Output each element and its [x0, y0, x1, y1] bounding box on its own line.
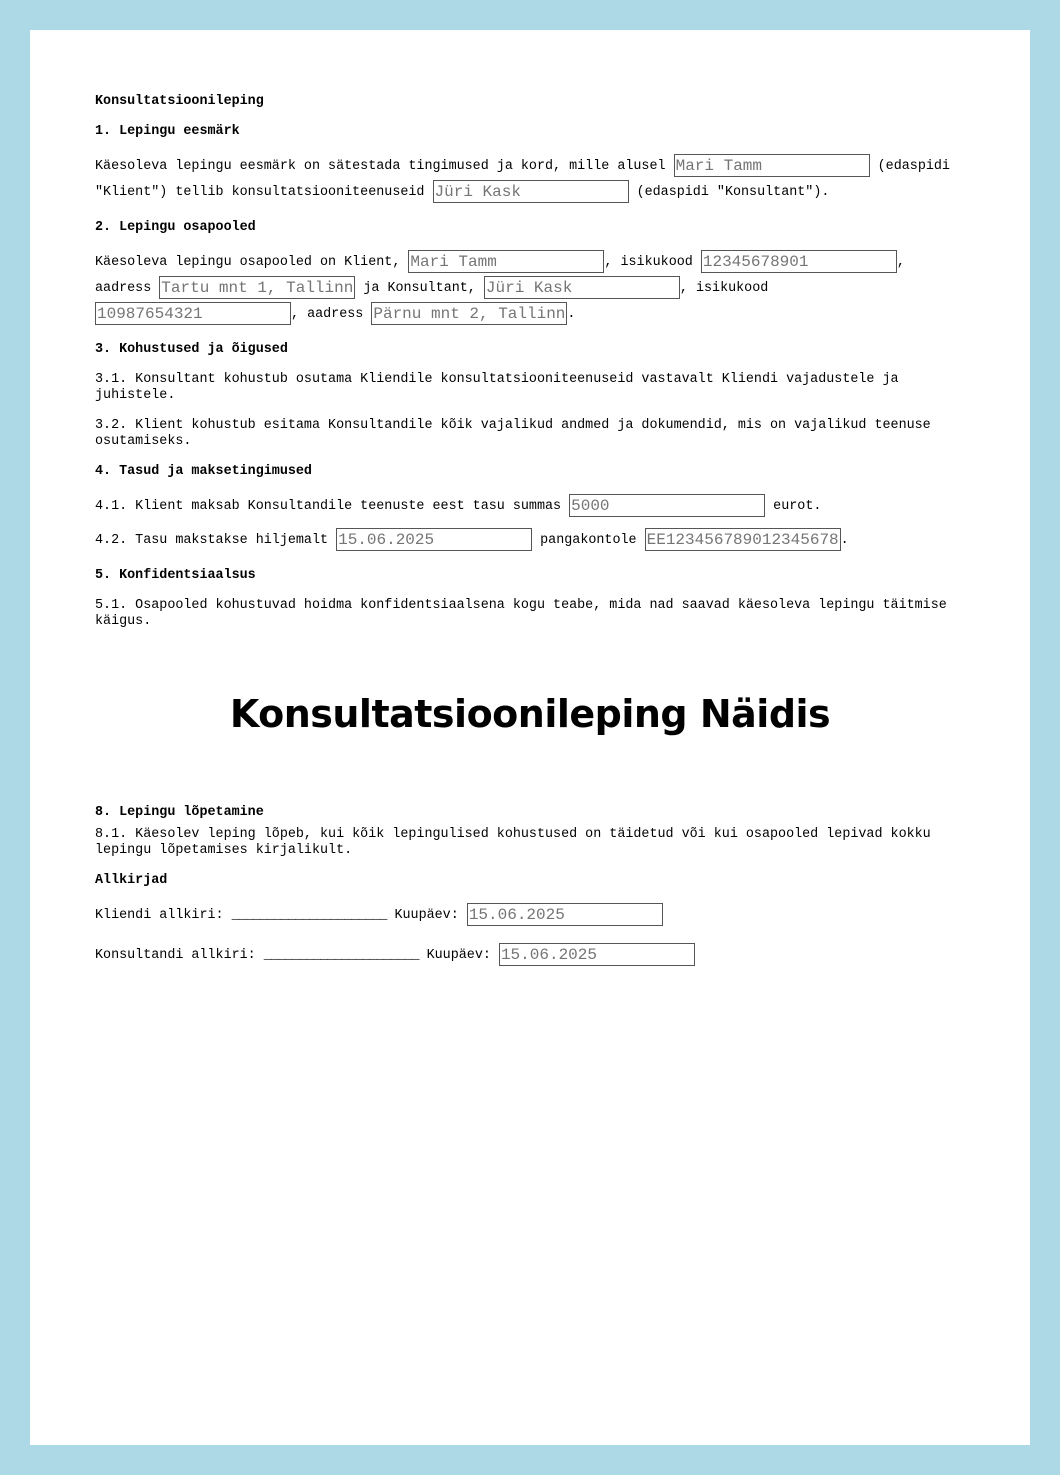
section-1-heading: 1. Lepingu eesmärk [95, 124, 240, 139]
purpose-consultant-name-field[interactable] [433, 180, 629, 203]
section-8-heading-cut: 8. Lepingu lõpetamine [95, 805, 264, 820]
section-2-text: . [567, 307, 576, 323]
client-name-field[interactable] [408, 250, 604, 273]
section-4-text: eurot. [773, 499, 822, 515]
consultant-signature-blank: ______________________ [263, 948, 419, 964]
client-date-field[interactable] [467, 903, 663, 926]
payment-due-date-field[interactable] [336, 528, 532, 551]
section-8-1-text: 8.1. Käesolev leping lõpeb, kui kõik lepingulised kohustused on täidetud või kui osapooled lepivad kokku lepingu lõpetamises kirjalikult. [95, 827, 931, 858]
section-4-1-paragraph [95, 494, 965, 520]
section-2-text: , isikukood [604, 255, 693, 271]
signatures-heading: Allkirjad [95, 873, 168, 888]
section-3-1-text: 3.1. Konsultant kohustub osutama Kliendile konsultatsiooniteenuseid vastavalt Kliendi vajadustele ja juhistele. [95, 372, 899, 404]
section-4-text: 4.2. Tasu makstakse hiljemalt [95, 533, 329, 549]
client-signature-label: Kliendi allkiri: [95, 908, 224, 924]
client-signature-blank: ______________________ [231, 908, 387, 924]
section-2-text: aadress [95, 281, 152, 297]
contract-body-bottom [95, 827, 965, 977]
banner-title: Konsultatsioonileping Näidis [229, 692, 831, 736]
contract-body-top [95, 94, 965, 665]
section-2-text: , isikukood [679, 281, 769, 297]
section-2-heading: 2. Lepingu osapooled [95, 220, 256, 236]
consultant-id-code-field[interactable] [95, 302, 291, 325]
fee-amount-field[interactable] [569, 494, 765, 517]
client-signature-line [95, 903, 965, 929]
section-1-paragraph [95, 154, 965, 206]
client-id-code-field[interactable] [701, 250, 897, 273]
document-title: Konsultatsioonileping [95, 94, 264, 109]
section-3-2-text: 3.2. Klient kohustub esitama Konsultandile kõik vajalikud andmed ja dokumendid, mis on vajalikud teenuse osutamiseks. [95, 418, 931, 450]
section-2-text: ja Konsultant, [363, 281, 476, 297]
section-2-text: , aadress [291, 307, 364, 323]
section-2-paragraph [95, 250, 965, 328]
section-2-text: , [896, 255, 905, 271]
section-3-heading: 3. Kohustused ja õigused [95, 342, 288, 358]
section-2-text: Käesoleva lepingu osapooled on Klient, [95, 255, 401, 271]
purpose-client-name-field[interactable] [674, 154, 870, 177]
section-4-text: . [840, 533, 849, 549]
section-4-text: pangakontole [540, 533, 637, 549]
consultant-signature-label: Konsultandi allkiri: [95, 948, 256, 964]
consultant-name-field[interactable] [484, 276, 680, 299]
section-4-text: 4.1. Klient maksab Konsultandile teenuste eest tasu summas [95, 499, 562, 515]
client-date-label: Kuupäev: [394, 908, 459, 924]
consultant-address-field[interactable] [371, 302, 567, 325]
section-1-text: Käesoleva lepingu eesmärk on sätestada tingimused ja kord, mille alusel [95, 159, 666, 175]
client-address-field[interactable] [159, 276, 355, 299]
consultant-signature-line [95, 943, 965, 969]
section-4-2-paragraph [95, 528, 965, 554]
section-4-heading: 4. Tasud ja maksetingimused [95, 464, 312, 480]
section-1-text: (edaspidi "Klient") tellib konsultatsiooniteenuseid [95, 159, 950, 201]
consultant-date-label: Kuupäev: [426, 948, 491, 964]
section-1-text: (edaspidi "Konsultant"). [636, 185, 830, 201]
consultant-date-field[interactable] [499, 943, 695, 966]
section-5-heading: 5. Konfidentsiaalsus [95, 568, 256, 584]
bank-account-field[interactable] [645, 528, 841, 551]
section-5-1-text: 5.1. Osapooled kohustuvad hoidma konfidentsiaalsena kogu teabe, mida nad saavad käesoleva lepingu täitmise käigus. [95, 598, 947, 630]
